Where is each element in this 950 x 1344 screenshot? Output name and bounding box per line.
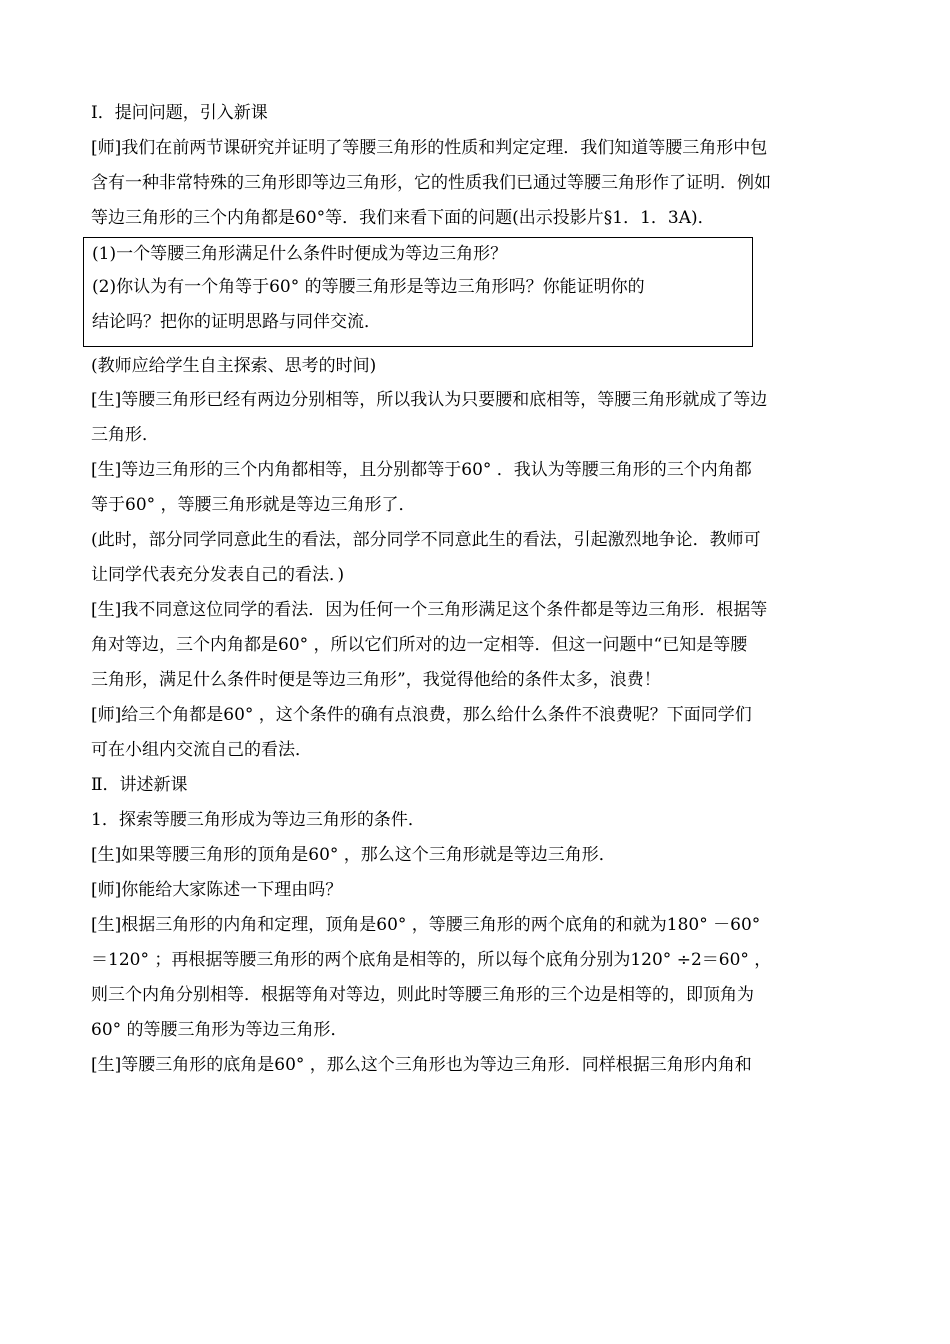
paragraph-line: 让同学代表充分发表自己的看法．): [91, 565, 345, 585]
paragraph-line: [师]我们在前两节课研究并证明了等腰三角形的性质和判定定理．我们知道等腰三角形中包: [91, 138, 768, 158]
section-heading-1: Ⅰ．提问问题，引入新课: [91, 103, 268, 123]
paragraph-line: [师]你能给大家陈述一下理由吗？: [91, 880, 343, 900]
paragraph-line: [生]等腰三角形的底角是60° ，那么这个三角形也为等边三角形．同样根据三角形内角和: [91, 1055, 752, 1075]
paragraph-line: [师]给三个角都是60° ，这个条件的确有点浪费，那么给什么条件不浪费呢？下面同学们: [91, 705, 752, 725]
paragraph-line: 等边三角形的三个内角都是60°等．我们来看下面的问题(出示投影片§1．1．3A)．: [91, 208, 715, 228]
question-1: (1)一个等腰三角形满足什么条件时便成为等边三角形？: [92, 244, 508, 264]
paragraph-line: 则三个内角分别相等．根据等角对等边，则此时等腰三角形的三个边是相等的，即顶角为: [91, 985, 754, 1005]
section-heading-2: Ⅱ．讲述新课: [91, 775, 188, 795]
paragraph-line: [生]根据三角形的内角和定理，顶角是60° ，等腰三角形的两个底角的和就为180° －60°: [91, 915, 761, 935]
paragraph-line: 三角形，满足什么条件时便是等边三角形”，我觉得他给的条件太多，浪费！: [91, 670, 661, 690]
document-body: [91, 96, 871, 1083]
subsection-heading: 1．探索等腰三角形成为等边三角形的条件．: [91, 810, 425, 830]
paragraph-line: (此时，部分同学同意此生的看法，部分同学不同意此生的看法，引起激烈地争论．教师可: [91, 530, 761, 550]
paragraph-line: [生]我不同意这位同学的看法．因为任何一个三角形满足这个条件都是等边三角形．根据等: [91, 600, 768, 620]
paragraph-line: [生]如果等腰三角形的顶角是60° ，那么这个三角形就是等边三角形．: [91, 845, 616, 865]
paragraph-line: [生]等腰三角形已经有两边分别相等，所以我认为只要腰和底相等，等腰三角形就成了等边: [91, 390, 768, 410]
question-2: (2)你认为有一个角等于60° 的等腰三角形是等边三角形吗？你能证明你的: [92, 277, 645, 297]
paragraph-line: 等于60° ，等腰三角形就是等边三角形了．: [91, 495, 416, 515]
paragraph-line: 可在小组内交流自己的看法．: [91, 740, 312, 760]
paragraph-line: ＝120° ；再根据等腰三角形的两个底角是相等的，所以每个底角分别为120° ÷2＝60° ，: [91, 950, 772, 970]
question-box: [83, 237, 753, 347]
question-2-cont: 结论吗？把你的证明思路与同伴交流．: [92, 312, 381, 332]
paragraph-line: [生]等边三角形的三个内角都相等，且分别都等于60° ．我认为等腰三角形的三个内角都: [91, 460, 752, 480]
paragraph-line: 三角形．: [91, 425, 159, 445]
paragraph-line: 含有一种非常特殊的三角形即等边三角形，它的性质我们已通过等腰三角形作了证明．例如: [91, 173, 771, 193]
paragraph-line: 角对等边，三个内角都是60° ，所以它们所对的边一定相等．但这一问题中“已知是等腰: [91, 635, 748, 655]
paragraph-line: 60° 的等腰三角形为等边三角形．: [91, 1020, 348, 1040]
teacher-note: (教师应给学生自主探索、思考的时间): [91, 356, 377, 376]
